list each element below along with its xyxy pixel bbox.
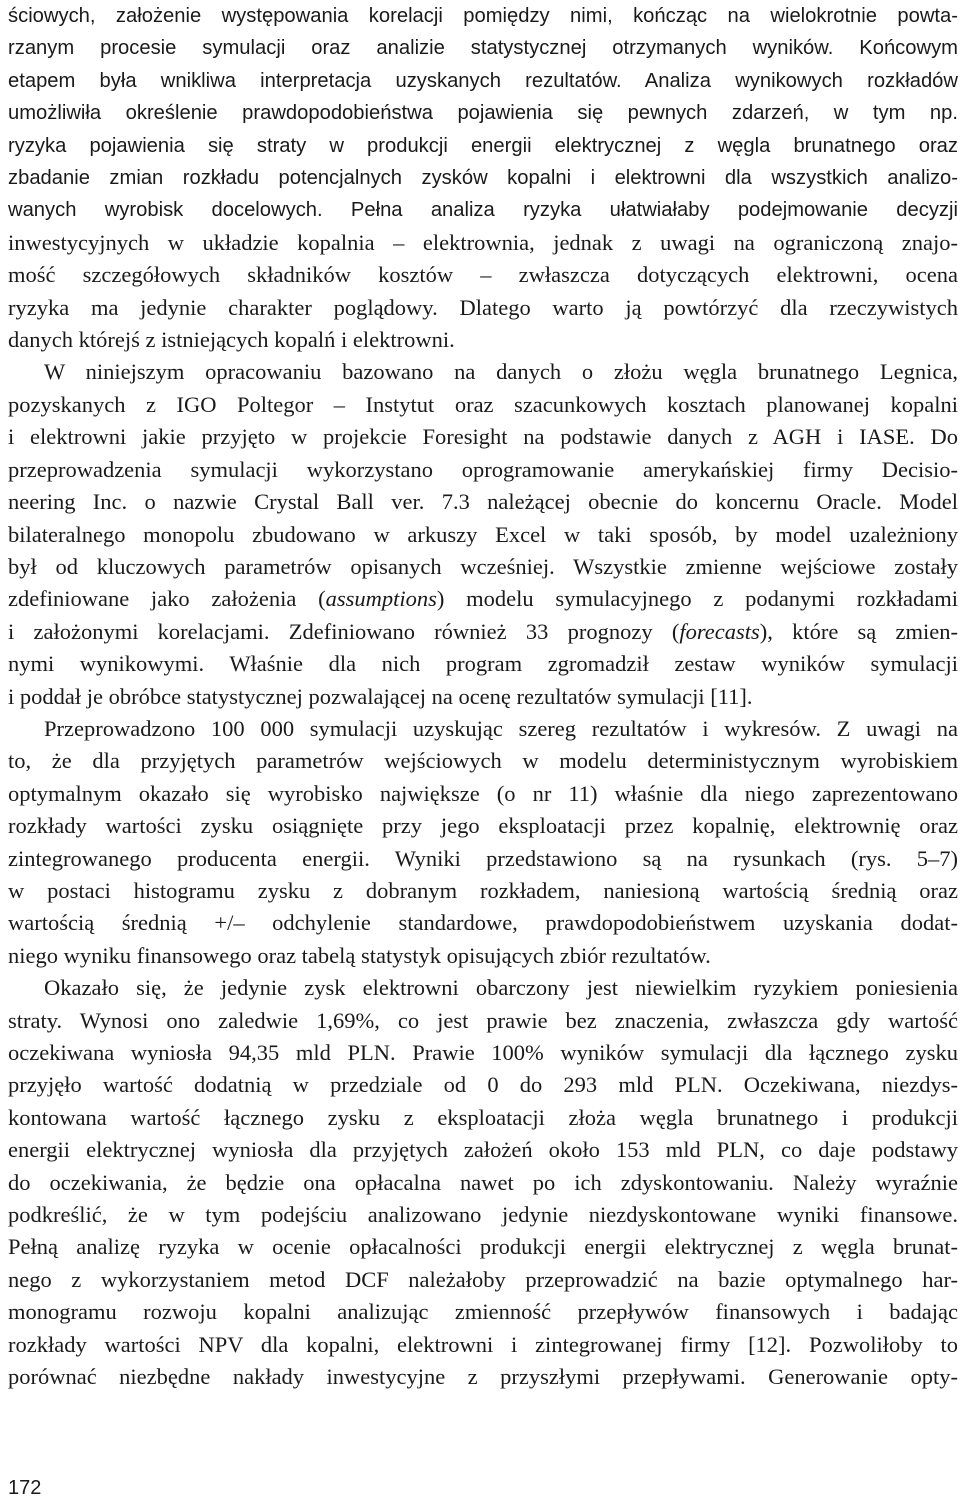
text-line: danych którejś z istniejących kopalń i elektrowni. [8,327,455,353]
text-line: pozyskanych z IGO Poltegor – Instytut oraz szacunkowych kosztach planowanej kopalni [8,391,958,417]
text-line: inwestycyjnych w układzie kopalnia – elektrownia, jednak z uwagi na ograniczoną znajo- [8,229,958,255]
text-line: neering Inc. o nazwie Crystal Ball ver. 7.3 należącej obecnie do koncernu Oracle. Model [8,489,958,515]
text-line: W niniejszym opracowaniu bazowano na danych o złożu węgla brunatnego Legnica, [44,359,958,385]
text-line: Pełną analizę ryzyka w ocenie opłacalności produkcji energii elektrycznej z węgla brunat- [8,1234,958,1260]
text-line: nymi wynikowymi. Właśnie dla nich program zgromadził zestaw wyników symulacji [8,651,958,677]
text-line: etapem była wnikliwa interpretacja uzyskanych rezultatów. Analiza wynikowych rozkładów [8,69,958,92]
italic-term: assumptions [325,586,437,612]
text-line: rozkłady wartości NPV dla kopalni, elektrowni i zintegrowanej firmy [12]. Pozwoliłoby to [8,1331,958,1357]
page-number: 172 [8,1477,42,1499]
text-line: przeprowadzenia symulacji wykorzystano oprogramowanie amerykańskiej firmy Decisio- [8,456,958,482]
text-line: rzanym procesie symulacji oraz analizie statystycznej otrzymanych wyników. Końcowym [8,37,958,60]
text-line: ryzyka ma jedynie charakter poglądowy. Dlatego warto ją powtórzyć dla rzeczywistych [8,294,958,320]
text-run: ), które są zmien- [759,618,958,644]
text-line: ściowych, założenie występowania korelacji pomiędzy nimi, kończąc na wielokrotnie powta- [8,5,958,27]
text-line: i elektrowni jakie przyjęto w projekcie Foresight na podstawie danych z AGH i IASE. Do [8,424,958,450]
text-run: i założonymi korelacjami. Zdefiniowano również 33 prognozy ( [8,618,680,644]
text-line: Okazało się, że jedynie zysk elektrowni obarczony jest niewielkim ryzykiem poniesienia [44,975,958,1001]
text-line: do oczekiwania, że będzie ona opłacalna nawet po ich zdyskontowaniu. Należy wyraźnie [8,1169,958,1195]
text-line: i poddał je obróbce statystycznej pozwalającej na ocenę rezultatów symulacji [11]. [8,683,753,709]
text-line: to, że dla przyjętych parametrów wejściowych w modelu deterministycznym wyrobiskiem [8,748,958,774]
text-line: wartością średnią +/– odchylenie standardowe, prawdopodobieństwem uzyskania dodat- [8,910,958,936]
text-line: Przeprowadzono 100 000 symulacji uzyskując szereg rezultatów i wykresów. Z uwagi na [44,715,958,741]
text-line: kontowana wartość łącznego zysku z eksploatacji złoża węgla brunatnego i produkcji [8,1104,958,1130]
text-line: monogramu rozwoju kopalni analizując zmienność przepływów finansowych i badając [8,1299,958,1325]
text-line: oczekiwana wyniosła 94,35 mld PLN. Prawie 100% wyników symulacji dla łącznego zysku [8,1040,958,1065]
text-line: niego wyniku finansowego oraz tabelą statystyk opisujących zbiór rezultatów. [8,942,711,968]
text-line: nego z wykorzystaniem metod DCF należałoby przeprowadzić na bazie optymalnego har- [8,1266,958,1292]
text-line: podkreślić, że w tym podejściu analizowano jedynie niezdyskontowane wyniki finansowe. [8,1202,958,1228]
italic-term: forecasts [679,618,760,644]
text-line: rozkłady wartości zysku osiągnięte przy jego eksploatacji przez kopalnię, elektrownię oraz [8,813,958,839]
text-line: porównać niezbędne nakłady inwestycyjne z przyszłymi przepływami. Generowanie opty- [8,1364,958,1390]
text-line: ryzyka pojawienia się straty w produkcji energii elektrycznej z węgla brunatnego oraz [8,134,958,157]
text-line: w postaci histogramu zysku z dobranym rozkładem, naniesioną wartością średnią oraz [8,877,958,903]
text-run: ) modelu symulacyjnego z podanymi rozkładami [436,586,959,612]
text-line: straty. Wynosi ono zaledwie 1,69%, co jest prawie bez znaczenia, zwłaszcza gdy wartość [8,1007,958,1033]
text-line: wanych wyrobisk docelowych. Pełna analiza ryzyka ułatwiałaby podejmowanie decyzji [8,199,958,222]
paragraph-3 [8,713,958,972]
text-line: umożliwiła określenie prawdopodobieństwa pojawienia się pewnych zdarzeń, w tym np. [8,102,958,125]
text-line [8,583,958,615]
text-line [8,616,958,648]
paragraph-2 [8,356,958,712]
text-line: mość szczegółowych składników kosztów – zwłaszcza dotyczących elektrowni, ocena [8,262,958,288]
page-body [8,0,958,1393]
text-run: zdefiniowane jako założenia ( [8,586,326,612]
paragraph-1 [8,0,958,356]
text-line: bilateralnego monopolu zbudowano w arkuszy Excel w taki sposób, by model uzależniony [8,521,958,547]
text-line: zbadanie zmian rozkładu potencjalnych zysków kopalni i elektrowni dla wszystkich analizo- [8,167,958,190]
paragraph-4 [8,972,958,1393]
text-line: przyjęło wartość dodatnią w przedziale od 0 do 293 mld PLN. Oczekiwana, niezdys- [8,1072,958,1098]
text-line: energii elektrycznej wyniosła dla przyjętych założeń około 153 mld PLN, co daje podstawy [8,1137,958,1163]
text-line: zintegrowanego producenta energii. Wyniki przedstawiono są na rysunkach (rys. 5–7) [8,845,958,871]
text-line: był od kluczowych parametrów opisanych wcześniej. Wszystkie zmienne wejściowe zostały [8,553,958,579]
text-line: optymalnym okazało się wyrobisko największe (o nr 11) właśnie dla niego zaprezentowano [8,780,958,806]
